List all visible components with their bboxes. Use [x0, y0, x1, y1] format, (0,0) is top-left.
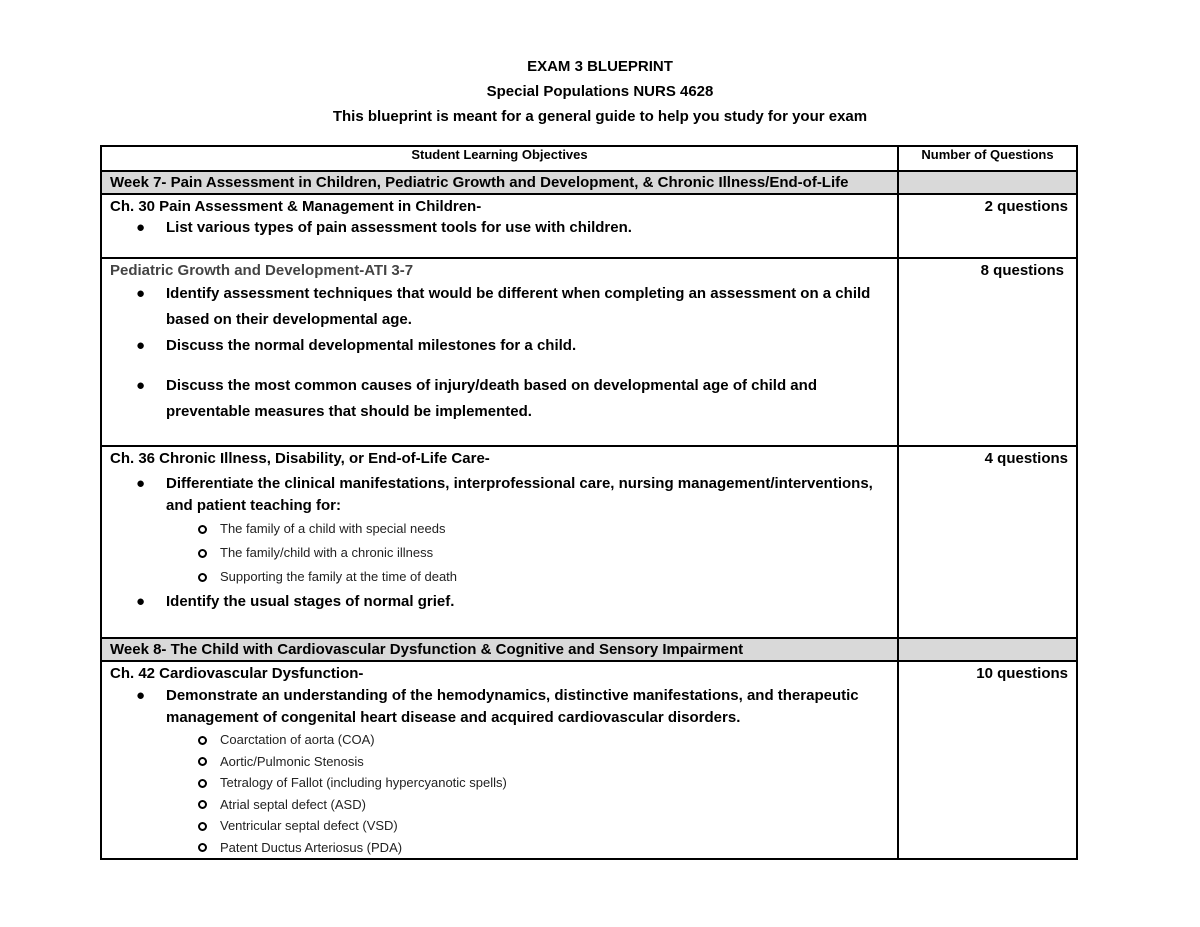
list-item: ● Differentiate the clinical manifestations, interprofessional care, nursing management/interventions, and patient teaching for:	[136, 475, 873, 514]
list-item: ● Identify the usual stages of normal grief.	[110, 589, 897, 615]
question-count: 4 questions	[984, 450, 1068, 467]
week8-heading: Week 8- The Child with Cardiovascular Dysfunction & Cognitive and Sensory Impairment	[110, 641, 744, 658]
question-count: 2 questions	[984, 198, 1068, 215]
list-item: ● Discuss the most common causes of injury/death based on developmental age of child and preventable measures that should be implemented.	[110, 373, 897, 425]
sub-list	[102, 517, 897, 589]
section-title: Ch. 42 Cardiovascular Dysfunction-	[110, 665, 364, 682]
doc-note: This blueprint is meant for a general guide to help you study for your exam	[332, 108, 868, 125]
table-row	[101, 194, 1077, 258]
objective-list	[102, 473, 897, 517]
list-item: Supporting the family at the time of death	[110, 565, 897, 589]
circle-bullet-icon	[198, 843, 207, 852]
week-row	[101, 171, 1077, 194]
list-item: ● Identify assessment techniques that would be different when completing an assessment on a child based on their developmental age.	[110, 281, 897, 333]
list-item: Aortic/Pulmonic Stenosis	[110, 751, 897, 773]
list-item: The family of a child with special needs	[110, 517, 897, 541]
table-row	[101, 258, 1077, 446]
objective-list	[102, 589, 897, 615]
list-item: Coarctation of aorta (COA)	[110, 729, 897, 751]
circle-bullet-icon	[198, 736, 207, 745]
col-questions-header: Number of Questions	[898, 146, 1077, 171]
week-row	[101, 638, 1077, 661]
question-count: 8 questions	[980, 262, 1064, 279]
list-item: Patent Ductus Arteriosus (PDA)	[110, 837, 897, 859]
list-item: ● List various types of pain assessment tools for use with children.	[110, 217, 897, 239]
list-item: Atrial septal defect (ASD)	[110, 794, 897, 816]
circle-bullet-icon	[198, 525, 207, 534]
circle-bullet-icon	[198, 757, 207, 766]
objective-list	[102, 281, 897, 425]
bullet-icon: ●	[136, 687, 146, 704]
section-title: Ch. 36 Chronic Illness, Disability, or End-of-Life Care-	[110, 450, 490, 467]
bullet-icon: ●	[136, 593, 146, 610]
week7-heading: Week 7- Pain Assessment in Children, Pediatric Growth and Development, & Chronic Illness/End-of-Life	[110, 174, 849, 191]
bullet-icon: ●	[136, 475, 146, 492]
col-objectives-header: Student Learning Objectives	[101, 146, 898, 171]
objective-list	[102, 217, 897, 239]
table-header-row	[101, 146, 1077, 171]
list-item: ● Demonstrate an understanding of the hemodynamics, distinctive manifestations, and therapeutic management of congenital heart disease and acquired cardiovascular disorders.	[136, 687, 859, 726]
table-row	[101, 661, 1077, 859]
circle-bullet-icon	[198, 800, 207, 809]
circle-bullet-icon	[198, 573, 207, 582]
circle-bullet-icon	[198, 779, 207, 788]
objective-list	[102, 685, 897, 729]
bullet-icon: ●	[136, 285, 146, 302]
bullet-icon: ●	[136, 377, 146, 394]
course-title: Special Populations NURS 4628	[486, 83, 714, 100]
section-title: Ch. 30 Pain Assessment & Management in Children-	[110, 198, 482, 215]
bullet-icon: ●	[136, 219, 146, 236]
list-item: Ventricular septal defect (VSD)	[110, 815, 897, 837]
circle-bullet-icon	[198, 549, 207, 558]
list-item: ● Discuss the normal developmental milestones for a child.	[110, 333, 897, 359]
section-title: Pediatric Growth and Development-ATI 3-7	[110, 262, 414, 279]
circle-bullet-icon	[198, 822, 207, 831]
sub-list	[102, 729, 897, 858]
list-item: Tetralogy of Fallot (including hypercyanotic spells)	[110, 772, 897, 794]
doc-title: EXAM 3 BLUEPRINT	[527, 58, 673, 75]
question-count: 10 questions	[976, 665, 1068, 682]
table-row	[101, 446, 1077, 638]
bullet-icon: ●	[136, 337, 146, 354]
list-item: The family/child with a chronic illness	[110, 541, 897, 565]
blueprint-table	[100, 145, 1078, 860]
